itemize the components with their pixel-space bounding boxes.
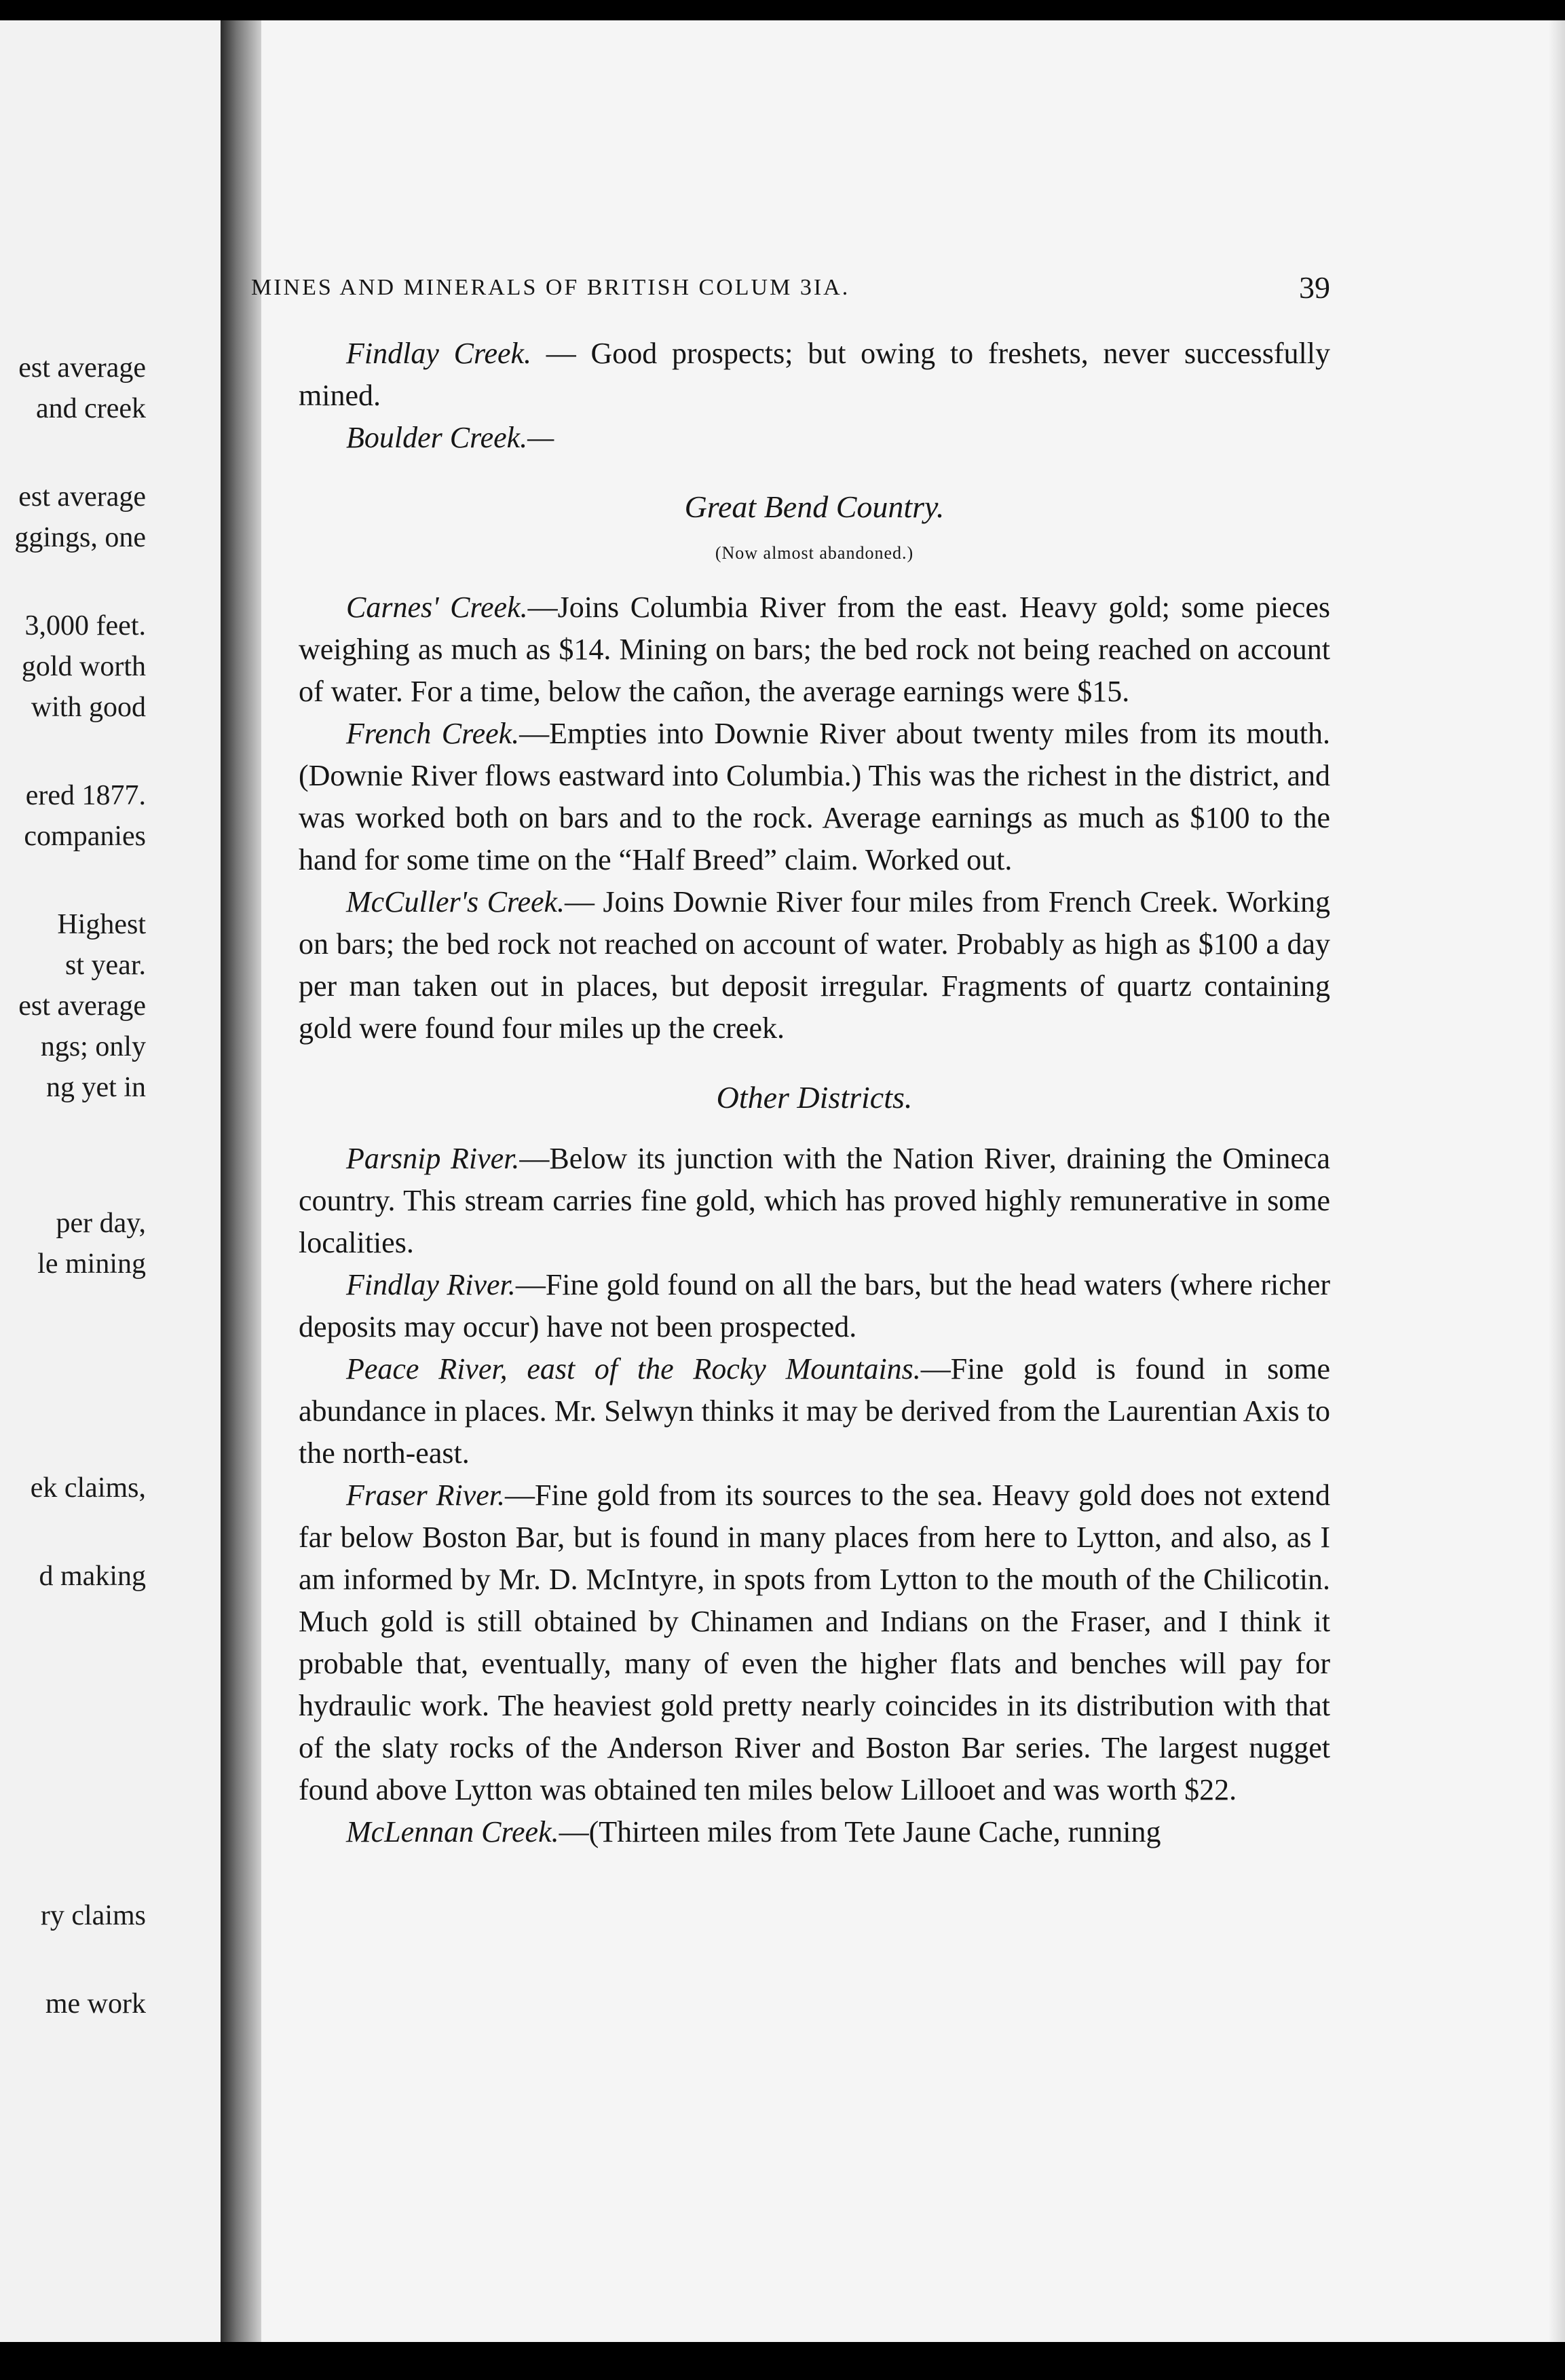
left-fragment: and creek: [35, 393, 146, 424]
entry-text: —Fine gold from its sources to the sea. Heavy gold does not extend far below Boston Bar, but is found in many places from here to Lytton, and also, as I am informed by Mr. D. McIntyre, in spots from Lytton to the mouth of the Chilicotin. Much gold is still obtained by Chinamen and Indians on the Fraser, and I think it probable that, eventually, many of even the higher flats and benches will pay for hydraulic work. The heaviest gold pretty nearly coincides in its distribution with that of the slaty rocks of the Anderson River and Boston Bar series. The largest nugget found above Lytton was obtained ten miles below Lillooet and was worth $22.: [299, 1479, 1330, 1806]
paragraph: [299, 1348, 1330, 1474]
left-fragment: le mining: [37, 1248, 146, 1280]
left-fragment: ry claims: [40, 1900, 146, 1931]
page-edge: [1549, 20, 1565, 2342]
paragraph: [299, 1264, 1330, 1348]
left-fragment: ggings, one: [14, 522, 146, 553]
left-fragment: ngs; only: [40, 1031, 146, 1062]
left-page: [0, 20, 221, 2342]
left-fragment: ek claims,: [30, 1472, 146, 1504]
entry-heading: Peace River, east of the Rocky Mountains.: [346, 1352, 921, 1386]
entry-text: —Fine gold found on all the bars, but the head waters (where richer deposits may occur) have not been prospected.: [299, 1268, 1330, 1343]
spacer: [299, 1123, 1330, 1138]
book-gutter: [221, 20, 261, 2342]
left-fragment: per day,: [56, 1208, 146, 1239]
paragraph: [299, 1138, 1330, 1264]
paragraph: [299, 587, 1330, 713]
section-title: Great Bend Country.: [684, 489, 945, 524]
entry-heading: Boulder Creek.—: [346, 421, 554, 454]
left-fragment: est average: [18, 481, 146, 513]
running-title: MINES AND MINERALS OF BRITISH COLUM 3IA.: [251, 275, 850, 300]
entry-heading: Findlay Creek.: [346, 337, 532, 370]
paragraph: [299, 333, 1330, 417]
entry-text: —Fine gold is found in some abundance in places. Mr. Selwyn thinks it may be derived from the Laurentian Axis to the north-east.: [299, 1352, 1330, 1470]
entry-heading: Carnes' Creek.: [346, 591, 528, 624]
paragraph: [299, 1811, 1330, 1853]
left-fragment: with good: [31, 692, 146, 723]
left-fragment: companies: [24, 821, 146, 852]
entry-heading: Fraser River.: [346, 1479, 506, 1512]
entry-text: —(Thirteen miles from Tete Jaune Cache, running: [559, 1815, 1161, 1848]
entry-heading: McLennan Creek.: [346, 1815, 559, 1848]
left-fragment: d making: [39, 1561, 146, 1592]
left-fragment: est average: [18, 352, 146, 384]
left-fragment: me work: [45, 1988, 146, 2020]
section-note: (Now almost abandoned.): [715, 543, 914, 563]
page-body: [299, 333, 1330, 1853]
left-fragment: gold worth: [21, 651, 146, 682]
entry-text: —Joins Columbia River from the east. Heavy gold; some pieces weighing as much as $14. Mining on bars; the bed rock not being reached on account of water. For a time, below the cañon, the average earnings were $15.: [299, 591, 1330, 708]
entry-text: —Below its junction with the Nation River, draining the Omineca country. This stream carries fine gold, which has proved highly remunerative in some localities.: [299, 1142, 1330, 1259]
page-number: 39: [1299, 270, 1330, 305]
entry-text: —Empties into Downie River about twenty miles from its mouth. (Downie River flows eastward into Columbia.) This was the richest in the district, and was worked both on bars and to the rock. Average earnings as much as $100 to the hand for some time on the “Half Breed” claim. Worked out.: [299, 717, 1330, 876]
left-fragment: est average: [18, 990, 146, 1022]
section-title: Other Districts.: [716, 1080, 913, 1115]
entry-heading: French Creek.: [346, 717, 520, 750]
left-fragment: 3,000 feet.: [24, 610, 146, 642]
entry-heading: Findlay River.: [346, 1268, 516, 1301]
left-fragment: Highest: [57, 909, 146, 940]
paragraph: [299, 417, 1330, 459]
entry-text: — Joins Downie River four miles from French Creek. Working on bars; the bed rock not reached on account of water. Probably as high as $100 a day per man taken out in places, but deposit irregular. Fragments of quartz containing gold were found four miles up the creek.: [299, 885, 1330, 1045]
entry-text: — Good prospects; but owing to freshets, never successfully mined.: [299, 337, 1331, 412]
entry-heading: McCuller's Creek.: [346, 885, 565, 918]
left-fragment: st year.: [65, 950, 146, 981]
paragraph: [299, 881, 1330, 1049]
paragraph: [299, 1474, 1330, 1811]
running-head: [251, 268, 1330, 309]
entry-heading: Parsnip River.: [346, 1142, 520, 1175]
left-fragment: ng yet in: [46, 1072, 146, 1103]
paragraph: [299, 713, 1330, 881]
left-fragment: ered 1877.: [25, 780, 146, 811]
